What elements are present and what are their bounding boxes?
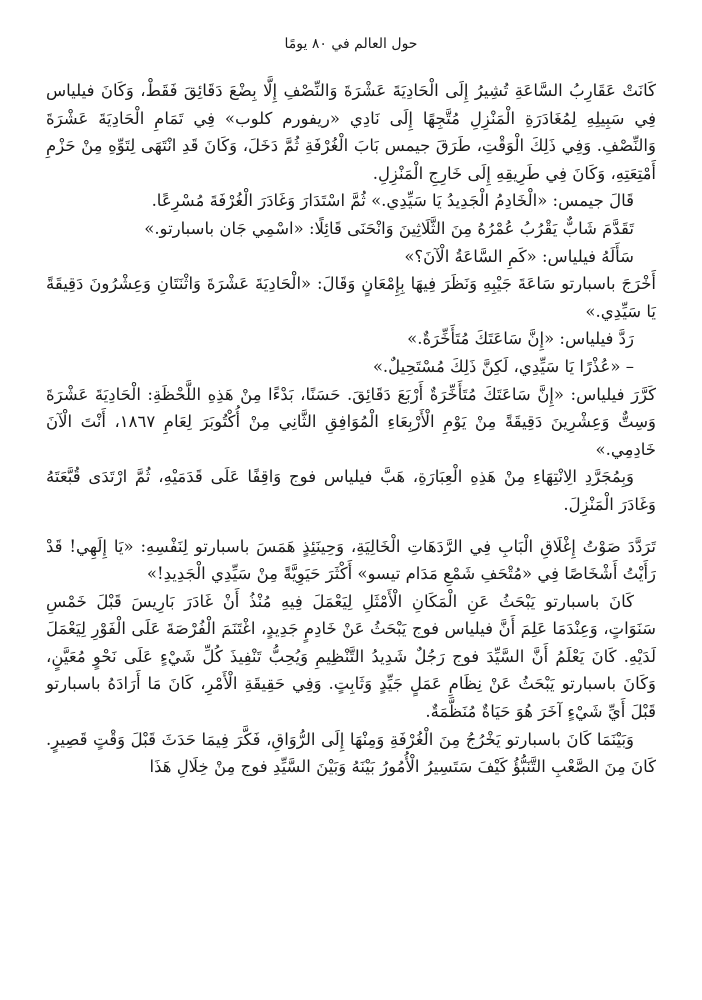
paragraph-5: أَخْرَجَ باسبارتو سَاعَةَ جَيْبِهِ وَنَظَرَ فِيهَا بِإِمْعَانٍ وَقَالَ: «الْحَادِيَةَ عَشْرَةَ وَاثْنَتَانِ وَعِشْرُونَ دَقِيقَةً يَا سَيِّدِي.» [46,274,656,321]
paragraph-8: كَرَّرَ فيلياس: «إِنَّ سَاعَتَكَ مُتَأَخِّرَةٌ أَرْبَعَ دَقَائِقَ. حَسَنًا، بَدْءًا مِنْ هَذِهِ اللَّحْظَةِ: الْحَادِيَةَ عَشْرَةَ وَسِتٌّ وَعِشْرِينَ دَقِيقَةً مِنْ يَوْمِ الْأَرْبِعَاءِ الْمُوَافِقِ الثَّانِي مِنْ أُكْتُوبَرَ لِعَامِ ١٨٦٧، أَنْتَ الْآنَ خَادِمِي.» [46,384,656,459]
paragraph-3: تَقَدَّمَ شَابٌّ يَقْرُبُ عُمْرُهُ مِنَ الثَّلَاثِينَ وَانْحَنَى قَائِلًا: «اسْمِي جَان باسبارتو.» [144,218,634,238]
paragraph-4: سَأَلَهُ فيلياس: «كَمِ السَّاعَةُ الْآنَ؟» [404,246,634,266]
paragraph-7: – «عُذْرًا يَا سَيِّدِي، لَكِنَّ ذَلِكَ مُسْتَحِيلٌ.» [372,356,634,376]
running-head: حول العالم في ٨٠ يومًا [284,36,418,52]
paragraph-2: قَالَ جيمس: «الْخَادِمُ الْجَدِيدُ يَا سَيِّدِي.» ثُمَّ اسْتَدَارَ وَغَادَرَ الْغُرْفَةَ مُسْرِعًا. [151,191,634,211]
paragraph-12: وَبَيْنَمَا كَانَ باسبارتو يَخْرُجُ مِنَ الْغُرْفَةِ وَمِنْهَا إِلَى الرُّوَاقِ، فَكَّرَ فِيمَا حَدَثَ قَبْلَ وَقْتٍ قَصِيرٍ. كَانَ مِنَ الصَّعْبِ التَّنَبُّؤُ كَيْفَ سَتَسِيرُ الْأُمُورُ بَيْنَهُ وَبَيْنَ السَّيِّدِ فوج مِنْ خِلَالِ هَذَا [46,729,656,777]
paragraph-11: كَانَ باسبارتو يَبْحَثُ عَنِ الْمَكَانِ الْأَمْثَلِ لِيَعْمَلَ فِيهِ مُنْذُ أَنْ غَادَرَ بَارِيسَ قَبْلَ خَمْسِ سَنَوَاتٍ، وَعِنْدَمَا عَلِمَ أَنَّ فيلياس فوج يَبْحَثُ عَنْ خَادِمٍ جَدِيدٍ، اغْتَنَمَ الْفُرْصَةَ عَلَى الْفَوْرِ لِيَعْمَلَ لَدَيْهِ. كَانَ يَعْلَمُ أَنَّ السَّيِّدَ فوج رَجُلٌ شَدِيدُ التَّنْظِيمِ وَيُحِبُّ تَنْفِيذَ كُلِّ شَيْءٍ عَلَى نَحْوٍ مُعَيَّنٍ، وَكَانَ باسبارتو يَبْحَثُ عَنْ نِظَامِ عَمَلٍ جَيِّدٍ وَثَابِتٍ. وَفِي حَقِيقَةِ الْأَمْرِ، كَانَ مَا أَرَادَهُ باسبارتو قَبْلَ أَيِّ شَيْءٍ آخَرَ هُوَ حَيَاةٌ مُنَظَّمَةٌ. [46,591,656,722]
paragraph-9: وَبِمُجَرَّدِ الِانْتِهَاءِ مِنْ هَذِهِ الْعِبَارَةِ، هَبَّ فيلياس فوج وَاقِفًا عَلَى قَدَمَيْهِ، ثُمَّ ارْتَدَى قُبَّعَتَهُ وَغَادَرَ الْمَنْزِلَ. [46,467,656,514]
paragraph-1: كَانَتْ عَقَارِبُ السَّاعَةِ تُشِيرُ إِلَى الْحَادِيَةَ عَشْرَةَ وَالنِّصْفِ إِلَّا بِضْعَ دَقَائِقَ فَقَطْ، وَكَانَ فيلياس فِي سَبِيلِهِ لِمُغَادَرَةِ الْمَنْزِلِ مُتَّجِهًا إِلَى نَادِي «ريفورم كلوب» فِي تَمَامِ الْحَادِيَةَ عَشْرَةَ وَالنِّصْفِ. وَفِي ذَلِكَ الْوَقْتِ، طَرَقَ جيمس بَابَ الْغُرْفَةِ ثُمَّ دَخَلَ، وَكَانَ قَدِ انْتَهَى لِتَوِّهِ مِنْ حَزْمِ أَمْتِعَتِهِ، وَكَانَ فِي طَرِيقِهِ إِلَى خَارِجِ الْمَنْزِلِ. [46,81,656,183]
paragraph-10: تَرَدَّدَ صَوْتُ إِغْلَاقِ الْبَابِ فِي الرَّدَهَاتِ الْخَالِيَةِ، وَحِينَئِذٍ هَمَسَ باسبارتو لِنَفْسِهِ: «يَا إِلَهِي! قَدْ رَأَيْتُ أَشْخَاصًا فِي «مُتْحَفِ شَمْعِ مَدَام تيسو» أَكْثَرَ حَيَوِيَّةً مِنْ سَيِّدِي الْجَدِيدِ!» [46,536,656,584]
paragraph-6: رَدَّ فيلياس: «إِنَّ سَاعَتَكَ مُتَأَخِّرَةٌ.» [407,329,634,349]
page-body [46,77,656,781]
